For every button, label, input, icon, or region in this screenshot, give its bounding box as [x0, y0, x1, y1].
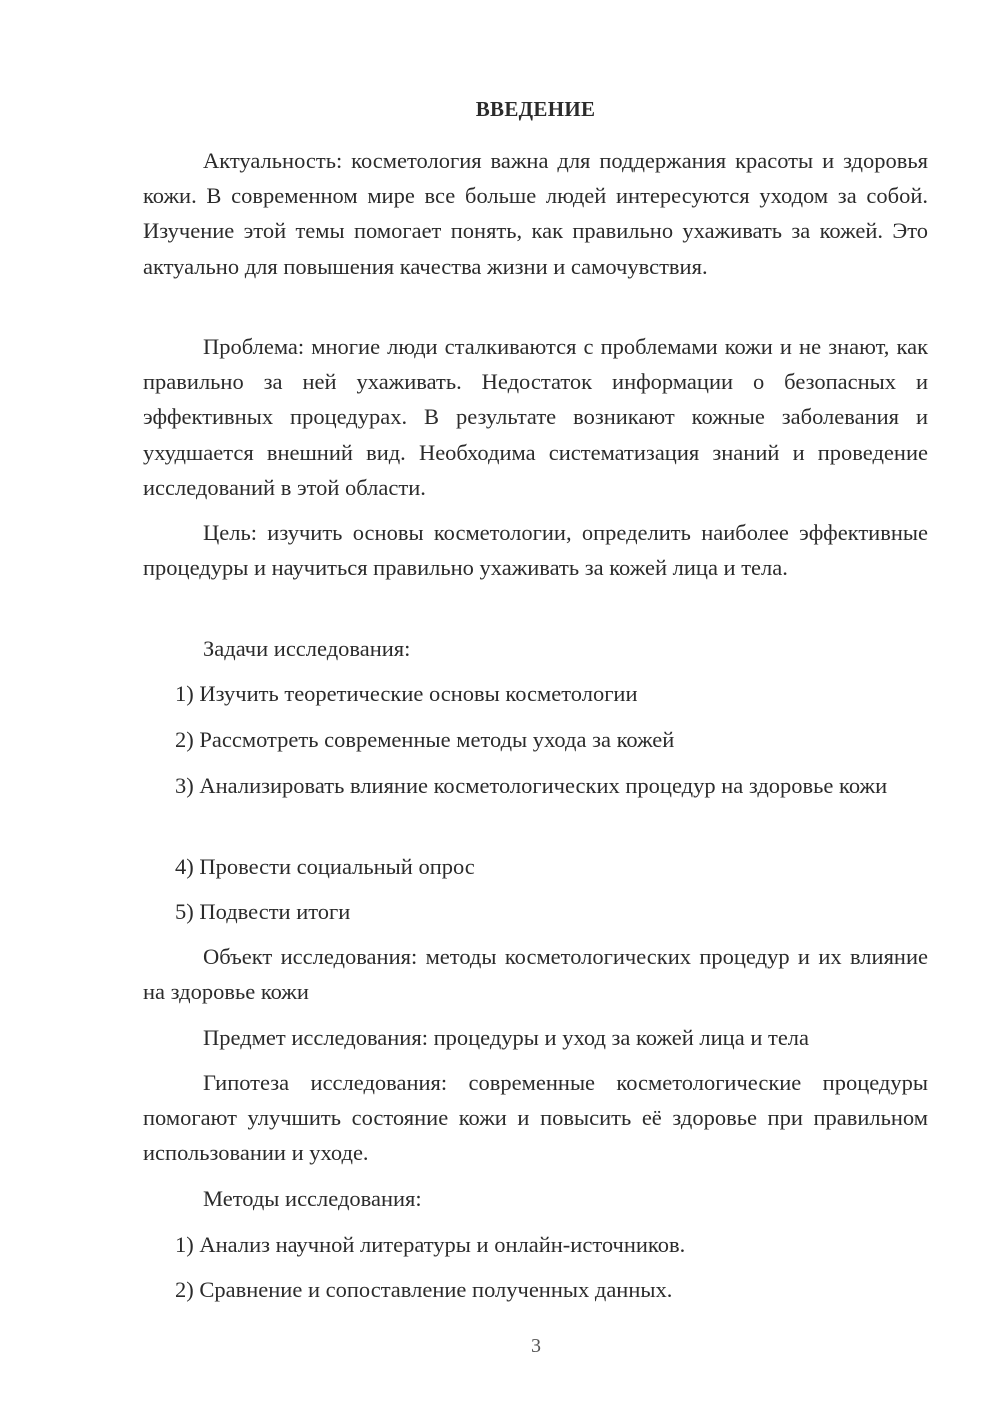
page-number: 3 — [531, 1335, 541, 1357]
method-item-2: 2) Сравнение и сопоставление полученных данных. — [175, 1277, 673, 1302]
task-item-1: 1) Изучить теоретические основы косметологии — [175, 681, 638, 706]
subject-paragraph: Предмет исследования: процедуры и уход за кожей лица и тела — [203, 1025, 810, 1050]
tasks-heading: Задачи исследования: — [203, 636, 411, 661]
method-item-1: 1) Анализ научной литературы и онлайн-источников. — [175, 1232, 686, 1257]
goal-paragraph: Цель: изучить основы косметологии, определить наиболее эффективные процедуры и научиться правильно ухаживать за кожей лица и тела. — [143, 520, 928, 581]
problem-paragraph: Проблема: многие люди сталкиваются с проблемами кожи и не знают, как правильно за ней ухаживать. Недостаток информации о безопасных и эффективных процедурах. В результате возникают кожные заболевания и ухудшается внешний вид. Необходима систематизация знаний и проведение исследований в этой области. — [143, 334, 928, 500]
task-item-2: 2) Рассмотреть современные методы ухода за кожей — [175, 727, 675, 752]
hypothesis-paragraph: Гипотеза исследования: современные косметологические процедуры помогают улучшить состояние кожи и повысить её здоровье при правильном использовании и уходе. — [143, 1070, 928, 1166]
task-item-3: 3) Анализировать влияние косметологических процедур на здоровье кожи — [175, 773, 888, 798]
task-item-4: 4) Провести социальный опрос — [175, 854, 475, 879]
object-paragraph: Объект исследования: методы косметологических процедур и их влияние на здоровье кожи — [143, 944, 928, 1005]
task-item-5: 5) Подвести итоги — [175, 899, 351, 924]
relevance-paragraph: Актуальность: косметология важна для поддержания красоты и здоровья кожи. В современном мире все больше людей интересуются уходом за собой. Изучение этой темы помогает понять, как правильно ухаживать за кожей. Это актуально для повышения качества жизни и самочувствия. — [143, 148, 928, 279]
methods-heading: Методы исследования: — [203, 1186, 422, 1211]
page-title: ВВЕДЕНИЕ — [475, 97, 596, 121]
